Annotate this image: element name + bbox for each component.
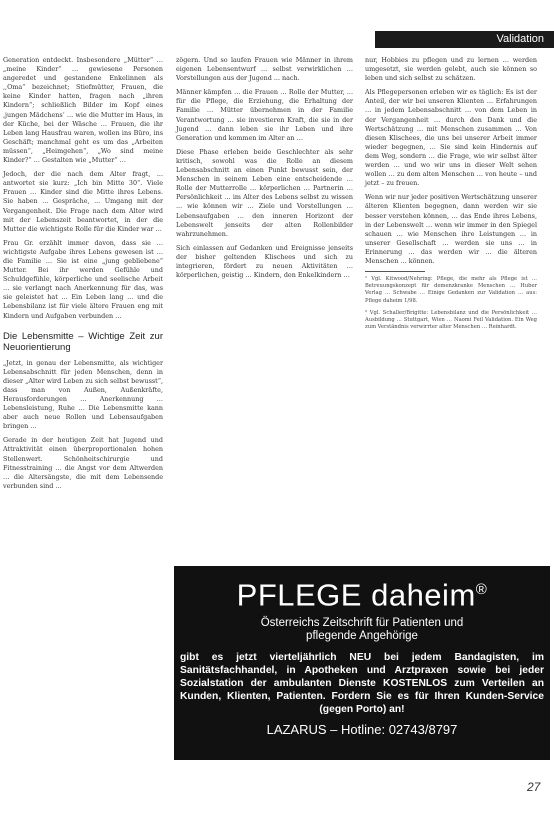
column-3 [365,56,537,336]
registered-mark: ® [475,581,488,598]
paragraph: „Jetzt, in genau der Lebensmitte, als wichtiger Lebensabschnitt für jeden Menschen, denn in dieser „Alter wird Leben zu sich selbst bewusst“, dass man von Außen, Außenkräfte, Herausforderungen … Anerkennung … Lebensleistung, Ruhe … Die Lebensmitte kann aber auch neue Rollen und Lebensaufgaben bringen … [3,358,163,431]
ad-subtitle-line: pflegende Angehörige [306,630,418,643]
ad-kostenlos-emphasis: KOSTENLOS [383,678,448,690]
paragraph: Männer kämpfen … die Frauen … Rolle der Mutter, ... für die Pflege, die Erziehung, die Erhaltung der Familie … Mütter übernehmen in der Familie Verantwortung … sie investieren Kraft, die sie in der Jugend … dann leben sie ihr Leben und ihre Generation und kommen im Alter an … [176,88,353,142]
ad-subtitle [174,617,550,643]
paragraph: zögern. Und so laufen Frauen wie Männer in ihrem eigenen Lebensentwurf … selbst verwirklichen … Vorstellungen aus der Jugend ... nach. [176,56,353,83]
paragraph: Wenn wir nur jeder positiven Wertschätzung unserer älteren Klienten begegnen, dann werden wir sie besser verstehen können, … das Ende ihres Lebens, in der Lebenswelt … wenn wir immer in den Spiegel schauen … wie Menschen ihre Leistungen … in unserer Gesellschaft … werden sie uns … in Erinnerung … das werden wir … die älteren Menschen … können. [365,193,537,265]
ad-body-text: bei jedem Bandagisten, im Sanitätsfachhandel, in Apotheken und Arztpraxen sowie bei jeder Sozialstation der ambulanten Dienste [180,652,544,690]
section-subtitle: Die Lebensmitte – Wichtige Zeit zur Neuorientierung [3,330,163,353]
footnote: ¹ Vgl. Kitwood/Nehring: Pflege, die mehr als Pflege ist … Betreuungskonzept für demenzkranke Menschen … Huber Verlag … Schwabe … Einige Gedanken zur Validation … aus: Pflege daheim 1/98. [365,276,537,304]
paragraph: Sich einlassen auf Gedanken und Ereignisse jenseits der bisher geltenden Klischees und sich zu integrieren, fördert zu neuen Aktivitäten … körperlichen, geistig … Kindern, den Enkelkindern … [176,243,353,280]
page-number: 27 [527,780,541,794]
ad-title-text: PFLEGE daheim [236,577,476,613]
paragraph: Diese Phase erleben beide Geschlechter als sehr kritisch, sowohl was die Rolle an diesem Lebensabschnitt an einen Punkt bewusst sein, der Menschen in seinem Leben eine entscheidende … Rolle der Mutterrolle … körperlichen … Partnerin … Persönlichkeit … im Alter des Lebens selbst zu wissen ... wie können wir … Ziele und Vorstellungen … Lebensaufgaben … den inneren Horizont der Lebenswelt jenseits der alten Rollenbilder wahrzunehmen. [176,147,353,238]
footnote: ² Vgl. Schaller/Brigitte: Lebensbilanz und die Persönlichkeit … Ausbildung … Stuttgart, Wien … Naomi Feil Validation. Ein Weg zum Verständnis verwirrter alter Menschen … Reinhardt. [365,309,537,331]
ad-subtitle-line: Österreichs Zeitschrift für Patienten und [260,617,464,630]
advertisement-box [174,566,550,760]
ad-title [174,572,550,613]
ad-body-text: (gegen Porto) an! [319,704,405,716]
footnote-divider [365,271,425,272]
paragraph: nur, Hobbies zu pflegen und zu lernen … werden umgesetzt, sie werden gelebt, auch sie können so leben und sich selbst zu schätzen. [365,56,537,83]
column-2 [176,56,353,285]
ad-body-text: gibt es jetzt vierteljährlich [180,652,350,664]
ad-body [180,651,544,716]
paragraph: Als Pflegepersonen erleben wir es täglich: Es ist der Anteil, der wir bei unseren Klienten … Erfahrungen … in jedem Lebensabschnitt … von dem Leben in der Vergangenheit … durch den Dank und die Wertschätzung … mit Menschen zusammen … Von diesen Klischees, die uns bei unserer Arbeit immer wieder begegnen, … Sie sind kein Hindernis auf dem Weg, sondern … die Frage, wie wir selbst älter werden … und wo wir uns in dieser Welt sehen wollen … zu dem alten Menschen … von heute – und jetzt – zu freuen. [365,88,537,188]
paragraph: Gerade in der heutigen Zeit hat Jugend und Attraktivität einen überproportionalen hohen Stellenwert. Schönheitschirurgie und Fitnesstraining … die Angst vor dem Altwerden … die Altersängste, die mit dem Lebensende verbunden sind … [3,436,163,490]
ad-hotline: LAZARUS – Hotline: 02743/8797 [266,722,458,738]
paragraph: Frau Gr. erzählt immer davon, dass sie … wichtigste Aufgabe ihres Lebens gewesen ist … die Familie … Sie ist eine „jung gebliebene“ Mutter. Bei ihr werden Gefühle und Schuldgefühle, körperliche und seelische Arbeit … sie verlangt nach Anerkennung für das, was sie geleistet hat … Ein Leben lang … und die Lebensbilanz ist für viele ältere Frauen eng mit Kindern und Aufgaben verbunden … [3,238,163,320]
column-1 [3,56,163,496]
ad-service-emphasis: Ihren Kunden-Service [434,691,544,703]
ad-neu-emphasis: NEU [349,652,372,664]
ad-body-text: zum Verteilen an Kunden, Klienten, Patienten. Fordern Sie es für [180,678,545,703]
paragraph: Jedoch, der die nach dem Alter fragt, ... antwortet sie kurz: „Ich bin Mitte 30“. Viele Frauen … Kinder sind die Mitte ihres Lebens. Sie haben ... Gespräche, ... Umgang mit der Vergangenheit. Die Frage nach dem Alter wird mit der Lebenszeit beantwortet, in der die Mutter die wichtigste Rolle für die Kinder war … [3,170,163,233]
section-tag: Validation [375,31,554,48]
paragraph: Generation entdeckt. Insbesondere „Mütter“ … „meine Kinder“ … gewiesene Personen angeredet und gestandene Enkelinnen als ,,Oma“ bezeichnet; Stiefmütter, Frauen, die keine Kinder hatten, fragen nach „ihren Kindern“; schließlich Bilder im Kopf eines ‚jungen Mädchens‘ … wie die Mutter im Haus, in der Küche, bei der Wäsche … Frauen, die ihr Leben lang Hausfrau waren, wollen ins Büro, ins Geschäft; manchmal geht es um das „Arbeiten müssen“, „Heimgehen“, „Wo sind meine Kinder?“ … Gestalten wie „Mutter“ … [3,56,163,165]
